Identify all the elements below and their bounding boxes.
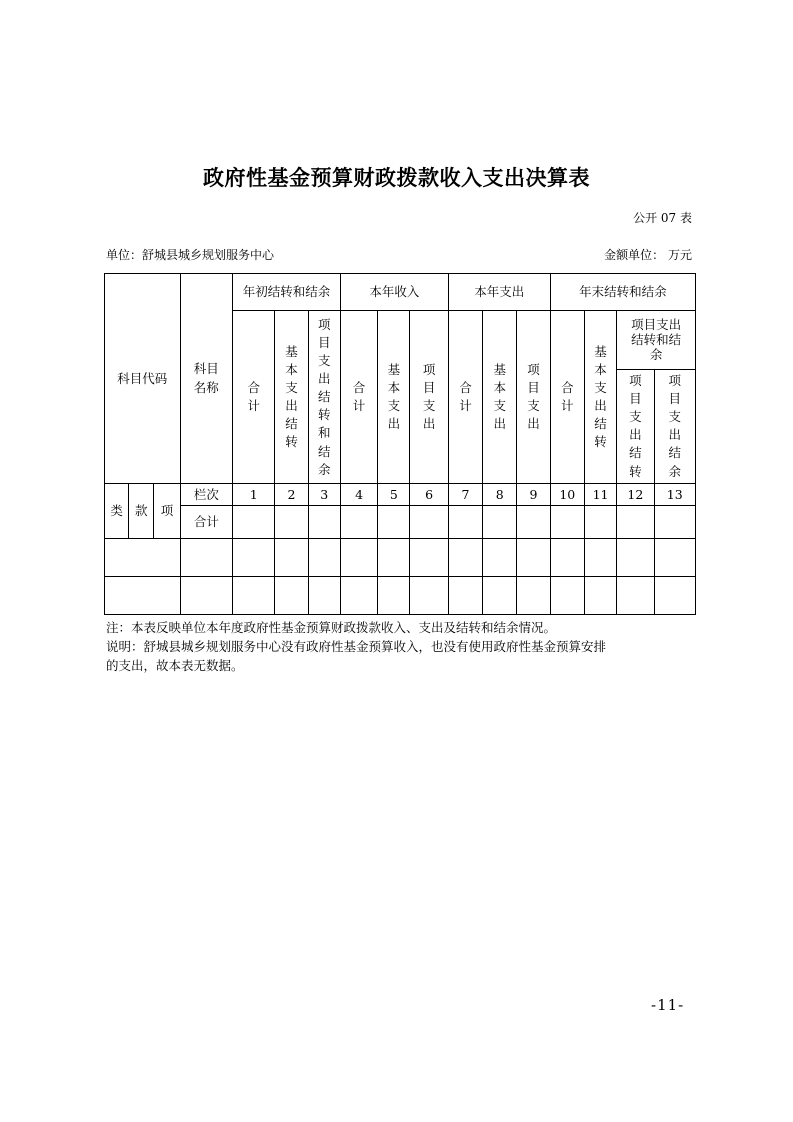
table-cell	[308, 506, 340, 538]
table-cell	[180, 538, 232, 576]
table-cell	[233, 506, 275, 538]
empty-row	[105, 538, 696, 576]
table-cell	[617, 576, 654, 614]
column-number: 10	[550, 484, 584, 506]
table-cell	[483, 506, 517, 538]
column-number: 3	[308, 484, 340, 506]
table-cell	[308, 576, 340, 614]
table-cell	[483, 538, 517, 576]
group-end-header: 年末结转和结余	[550, 274, 695, 311]
table-cell	[550, 538, 584, 576]
total-row	[105, 506, 696, 538]
begin-basic-header: 基本支出结转	[275, 311, 308, 484]
table-cell	[584, 538, 616, 576]
end-project-carry-header: 项目支出结转	[617, 369, 654, 484]
unit-label: 单位：舒城县城乡规划服务中心	[106, 248, 275, 262]
table-cell	[308, 538, 340, 576]
table-cell	[233, 576, 275, 614]
table-cell	[448, 538, 482, 576]
expense-basic-header: 基本支出	[483, 311, 517, 484]
column-number: 2	[275, 484, 308, 506]
table-cell	[275, 538, 308, 576]
report-title: 政府性基金预算财政拨款收入支出决算表	[203, 166, 590, 190]
amount-unit-label: 金额单位： 万元	[604, 248, 692, 262]
group-begin-header: 年初结转和结余	[233, 274, 341, 311]
expense-project-header: 项目支出	[517, 311, 550, 484]
table-cell	[105, 576, 181, 614]
income-total-header: 合计	[340, 311, 377, 484]
table-cell	[584, 576, 616, 614]
column-number: 7	[448, 484, 482, 506]
begin-project-header: 项目支出结转和结余	[308, 311, 340, 484]
group-expense-header: 本年支出	[448, 274, 550, 311]
subject-name-header: 科目名称	[180, 274, 232, 484]
table-cell	[410, 506, 448, 538]
table-cell	[448, 506, 482, 538]
table-cell	[550, 506, 584, 538]
column-number: 1	[233, 484, 275, 506]
table-cell	[550, 576, 584, 614]
table-cell	[340, 538, 377, 576]
table-cell	[378, 576, 410, 614]
end-basic-header: 基本支出结转	[584, 311, 616, 484]
table-cell	[275, 576, 308, 614]
column-number: 12	[617, 484, 654, 506]
column-number: 4	[340, 484, 377, 506]
note-line: 说明：舒城县城乡规划服务中心没有政府性基金预算收入，也没有使用政府性基金预算安排	[106, 639, 607, 654]
form-number: 公开 07 表	[633, 211, 692, 225]
total-row-label: 合计	[180, 506, 232, 538]
table-cell	[517, 506, 550, 538]
table-cell	[448, 576, 482, 614]
table-cell	[617, 538, 654, 576]
table-cell	[617, 506, 654, 538]
note-line: 的支出，故本表无数据。	[106, 658, 244, 673]
end-project-group-header: 项目支出结转和结余	[617, 311, 696, 369]
table-cell	[654, 506, 696, 538]
column-index-label: 栏次	[180, 484, 232, 506]
table-cell	[654, 576, 696, 614]
column-number: 13	[654, 484, 696, 506]
table-cell	[233, 538, 275, 576]
item-header: 项	[154, 484, 180, 538]
budget-table	[104, 273, 696, 615]
table-cell	[410, 576, 448, 614]
table-cell	[483, 576, 517, 614]
income-project-header: 项目支出	[410, 311, 448, 484]
expense-total-header: 合计	[448, 311, 482, 484]
end-total-header: 合计	[550, 311, 584, 484]
table-cell	[517, 538, 550, 576]
class-header: 类	[105, 484, 129, 538]
group-income-header: 本年收入	[340, 274, 448, 311]
table-cell	[105, 538, 181, 576]
table-cell	[340, 506, 377, 538]
table-cell	[378, 506, 410, 538]
table-cell	[340, 576, 377, 614]
table-cell	[275, 506, 308, 538]
note-line: 注：本表反映单位本年度政府性基金预算财政拨款收入、支出及结转和结余情况。	[106, 620, 557, 635]
column-index-row	[105, 484, 696, 506]
table-cell	[180, 576, 232, 614]
begin-total-header: 合计	[233, 311, 275, 484]
subject-code-header: 科目代码	[105, 274, 181, 484]
table-cell	[410, 538, 448, 576]
column-number: 9	[517, 484, 550, 506]
table-cell	[654, 538, 696, 576]
table-cell	[584, 506, 616, 538]
table-cell	[517, 576, 550, 614]
empty-row	[105, 576, 696, 614]
column-number: 11	[584, 484, 616, 506]
section-header: 款	[129, 484, 154, 538]
page-number: -11-	[651, 996, 685, 1014]
end-project-balance-header: 项目支出结余	[654, 369, 696, 484]
column-number: 8	[483, 484, 517, 506]
column-number: 6	[410, 484, 448, 506]
notes	[106, 618, 706, 675]
table-cell	[378, 538, 410, 576]
column-number: 5	[378, 484, 410, 506]
income-basic-header: 基本支出	[378, 311, 410, 484]
